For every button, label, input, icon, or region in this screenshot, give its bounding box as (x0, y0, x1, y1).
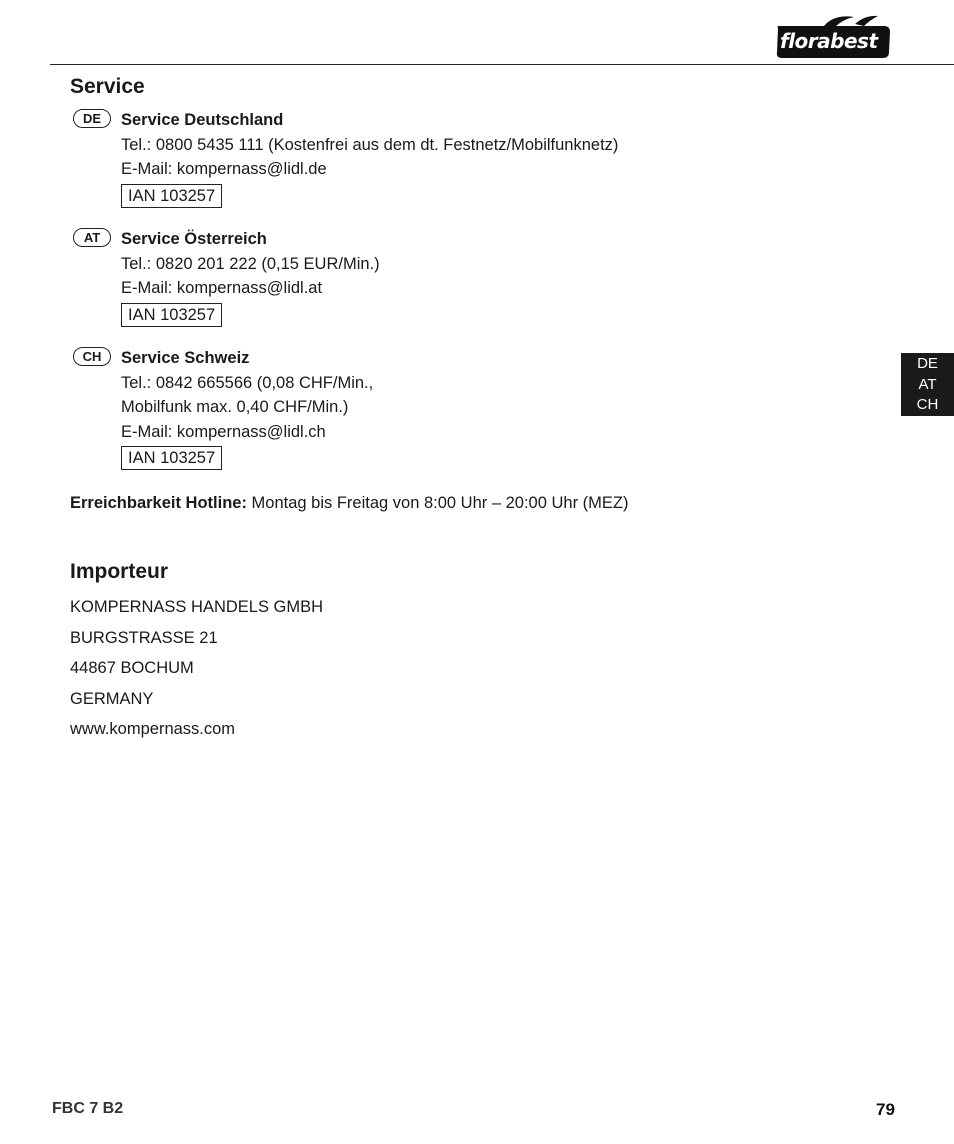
hotline-text: Montag bis Freitag von 8:00 Uhr – 20:00 Uhr (MEZ) (246, 494, 629, 512)
importer-website: www.kompernass.com (70, 720, 236, 738)
service-heading: Service (70, 75, 145, 98)
page-number: 79 (876, 1100, 895, 1119)
footer-model: FBC 7 B2 (52, 1100, 124, 1117)
phone-line-continued: Mobilfunk max. 0,40 CHF/Min.) (121, 398, 349, 416)
country-badge-at: AT (73, 228, 111, 247)
importer-heading: Importeur (70, 560, 169, 583)
service-name: Service Deutschland (121, 111, 284, 129)
importer-city: 44867 BOCHUM (70, 659, 194, 677)
email-line: E-Mail: kompernass@lidl.at (121, 279, 323, 297)
phone-line: Tel.: 0800 5435 111 (Kostenfrei aus dem dt. Festnetz/Mobilfunknetz) (121, 135, 619, 154)
importer-street: BURGSTRASSE 21 (70, 628, 218, 647)
service-name: Service Schweiz (121, 349, 250, 367)
hotline-label: Erreichbarkeit Hotline: (70, 494, 247, 512)
email-line: E-Mail: kompernass@lidl.de (121, 160, 327, 178)
importer-country: GERMANY (70, 689, 154, 708)
logo-text: florabest (780, 29, 878, 53)
country-badge-ch: CH (73, 347, 111, 366)
country-badge-de: DE (73, 109, 111, 128)
language-tab (901, 353, 954, 416)
ian-box: IAN 103257 (121, 446, 222, 470)
phone-line: Tel.: 0842 665566 (0,08 CHF/Min., (121, 373, 374, 392)
importer-company: KOMPERNASS HANDELS GMBH (70, 598, 324, 616)
language-tab-ch: CH (916, 396, 939, 413)
brand-logo (772, 14, 894, 60)
importer-address (70, 592, 323, 745)
language-tab-at: AT (918, 375, 937, 393)
hotline-hours (70, 494, 628, 513)
ian-box: IAN 103257 (121, 303, 222, 327)
email-line: E-Mail: kompernass@lidl.ch (121, 422, 326, 441)
language-tab-de: DE (917, 355, 938, 372)
phone-line: Tel.: 0820 201 222 (0,15 EUR/Min.) (121, 254, 380, 273)
service-name: Service Österreich (121, 230, 267, 248)
ian-box: IAN 103257 (121, 184, 222, 208)
header-rule (50, 64, 954, 65)
